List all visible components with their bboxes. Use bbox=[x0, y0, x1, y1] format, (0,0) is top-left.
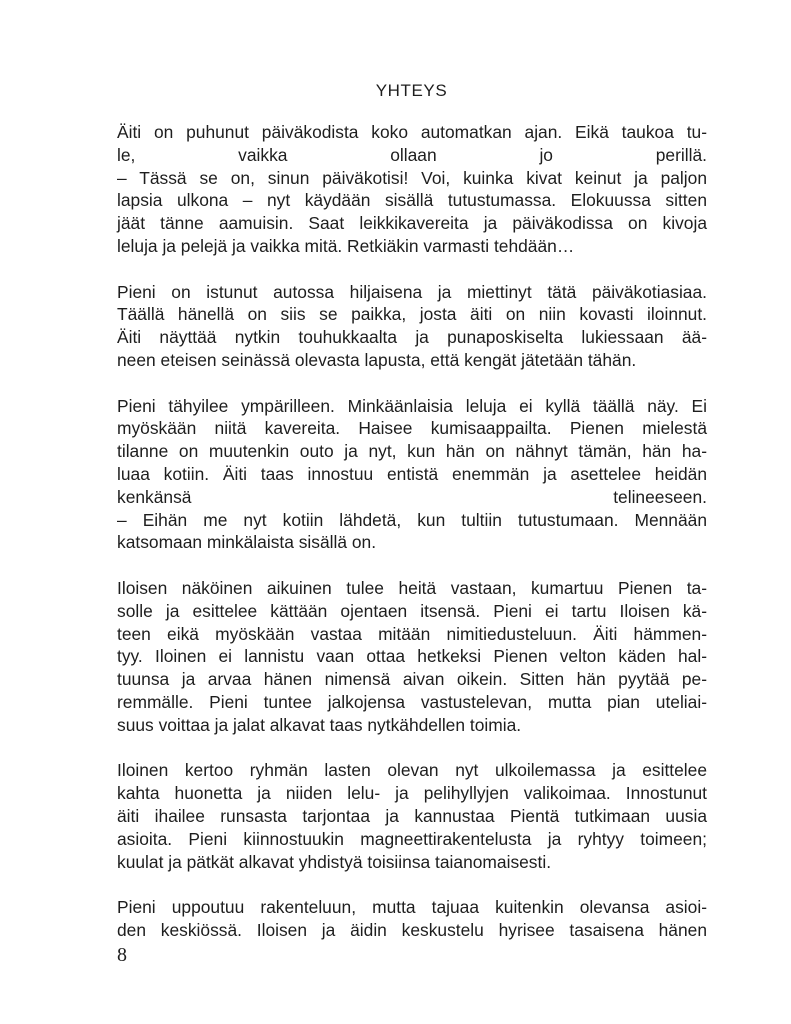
text-line: remmälle. Pieni tuntee jalkojensa vastustelevan, mutta pian uteliai- bbox=[117, 691, 707, 712]
text-line: lapsia ulkona – nyt käydään sisällä tutustumassa. Elokuussa sitten bbox=[117, 190, 707, 211]
text-line: – Tässä se on, sinun päiväkotisi! Voi, kuinka kivat keinut ja paljon bbox=[117, 167, 707, 188]
text-line: katsomaan minkälaista sisällä on. bbox=[117, 532, 377, 553]
text-line: leluja ja pelejä ja vaikka mitä. Retkiäkin varmasti tehdään… bbox=[117, 235, 575, 256]
text-line: Täällä hänellä on siis se paikka, josta äiti on niin kovasti iloinnut. bbox=[117, 304, 707, 325]
paragraph bbox=[117, 121, 707, 258]
paragraph bbox=[117, 759, 707, 873]
text-line: kuulat ja pätkät alkavat yhdistyä toisiinsa taianomaisesti. bbox=[117, 851, 552, 872]
text-line: tyy. Iloinen ei lannistu vaan ottaa hetkeksi Pienen velton käden hal- bbox=[117, 646, 707, 667]
text-line: kenkänsä telineeseen. bbox=[117, 486, 707, 507]
text-line: neen eteisen seinässä olevasta lapusta, että kengät jätetään tähän. bbox=[117, 349, 637, 370]
text-line: teen eikä myöskään vastaa mitään nimitiedusteluun. Äiti hämmen- bbox=[117, 623, 707, 644]
text-line: suus voittaa ja jalat alkavat taas nytkähdellen toimia. bbox=[117, 714, 522, 735]
text-line: asioita. Pieni kiinnostuukin magneettirakentelusta ja ryhtyy toimeen; bbox=[117, 828, 707, 849]
text-line: äiti ihailee runsasta tarjontaa ja kannustaa Pientä tutkimaan uusia bbox=[117, 805, 707, 826]
text-line: myöskään niitä kavereita. Haisee kumisaappailta. Pienen mielestä bbox=[117, 418, 707, 439]
text-line: kahta huonetta ja niiden lelu- ja pelihyllyjen valikoimaa. Innostunut bbox=[117, 783, 707, 804]
text-line: luaa kotiin. Äiti taas innostuu entistä enemmän ja asettelee heidän bbox=[117, 463, 707, 484]
text-line: jäät tänne aamuisin. Saat leikkikavereita ja päiväkodissa on kivoja bbox=[117, 213, 707, 234]
text-line: tuunsa ja arvaa hänen nimensä aivan oikein. Sitten hän pyytää pe- bbox=[117, 669, 707, 690]
paragraph bbox=[117, 395, 707, 555]
paragraph bbox=[117, 281, 707, 372]
text-line: Äiti näyttää nytkin touhukkaalta ja punaposkiselta lukiessaan ää- bbox=[117, 327, 707, 348]
text-line: Iloisen näköinen aikuinen tulee heitä vastaan, kumartuu Pienen ta- bbox=[117, 577, 707, 598]
text-line: – Eihän me nyt kotiin lähdetä, kun tultiin tutustumaan. Mennään bbox=[117, 509, 707, 530]
text-line: Pieni tähyilee ympärilleen. Minkäänlaisia leluja ei kyllä täällä näy. Ei bbox=[117, 395, 707, 416]
chapter-title: YHTEYS bbox=[375, 81, 448, 100]
text-line: Iloinen kertoo ryhmän lasten olevan nyt ulkoilemassa ja esittelee bbox=[117, 760, 707, 781]
page-number: 8 bbox=[117, 944, 127, 966]
text-line: solle ja esittelee kättään ojentaen itsensä. Pieni ei tartu Iloisen kä- bbox=[117, 600, 707, 621]
paragraph bbox=[117, 577, 707, 737]
text-line: Äiti on puhunut päiväkodista koko automatkan ajan. Eikä taukoa tu- bbox=[117, 122, 707, 142]
text-line: den keskiössä. Iloisen ja äidin keskustelu hyrisee tasaisena hänen bbox=[117, 919, 707, 940]
chapter-body bbox=[117, 121, 707, 942]
paragraph bbox=[117, 896, 707, 942]
text-line: Pieni uppoutuu rakenteluun, mutta tajuaa kuitenkin olevansa asioi- bbox=[117, 897, 707, 918]
text-line: Pieni on istunut autossa hiljaisena ja miettinyt tätä päiväkotiasiaa. bbox=[117, 281, 707, 302]
text-line: le, vaikka ollaan jo perillä. bbox=[117, 144, 707, 165]
text-line: tilanne on muutenkin outo ja nyt, kun hän on nähnyt tämän, hän ha- bbox=[117, 441, 707, 462]
